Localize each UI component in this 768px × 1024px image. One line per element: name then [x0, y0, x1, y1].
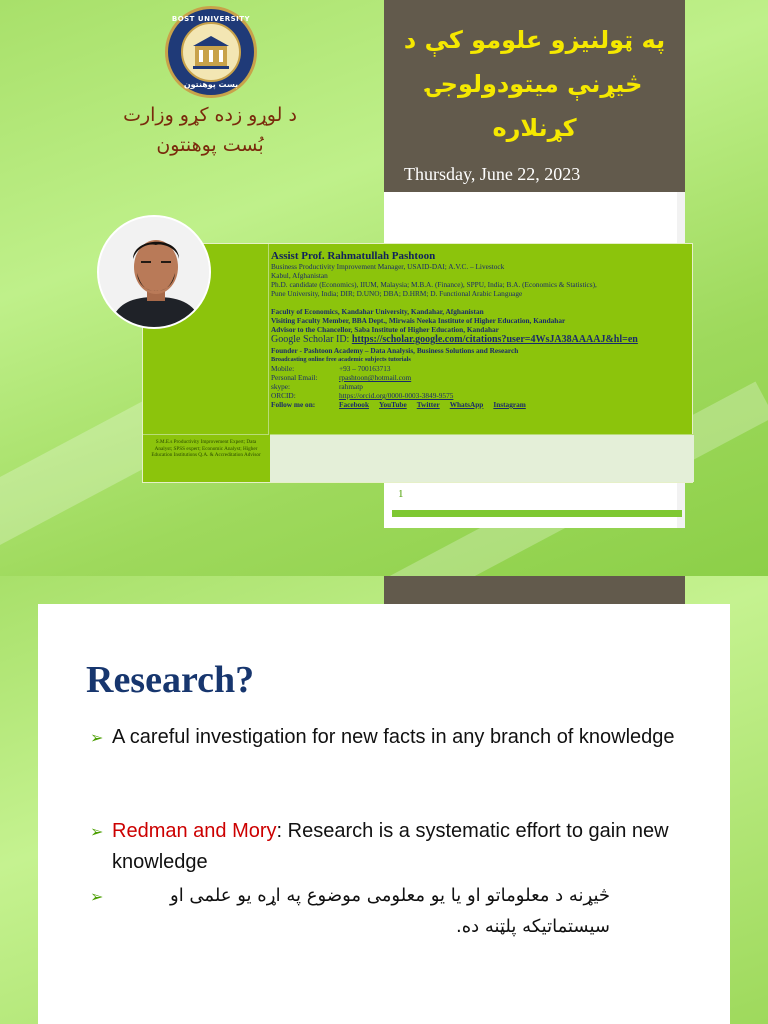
arrow-bullet-icon: ➢ — [90, 887, 104, 906]
slide-2 — [0, 576, 768, 1024]
university-logo — [165, 6, 257, 98]
contact-value: +93 – 700163713 — [339, 364, 391, 373]
scholar-row — [271, 334, 689, 346]
bullet-item — [90, 880, 690, 942]
logo-bottom-text: بست پوهنتون — [183, 80, 239, 89]
contact-skype — [271, 382, 689, 391]
bullet-item — [90, 722, 690, 753]
title-box — [384, 0, 685, 192]
instagram-link[interactable]: Instagram — [493, 400, 526, 409]
contact-mobile — [271, 364, 689, 373]
title-line: کړنلاره — [492, 114, 577, 142]
title-line: څیړنې میتودولوجۍ — [426, 70, 643, 98]
contact-key: Mobile: — [271, 364, 295, 373]
accent-bar — [392, 510, 682, 517]
follow-row — [271, 400, 689, 409]
presentation-title — [394, 18, 675, 150]
youtube-link[interactable]: YouTube — [379, 400, 407, 409]
facebook-link[interactable]: Facebook — [339, 400, 369, 409]
profile-line: Pune University, India; DIR; D.UNO; DBA; D.HRM; D. Functional Arabic Language — [271, 289, 523, 298]
logo-emblem — [181, 22, 241, 82]
contact-key: ORCID: — [271, 391, 296, 400]
scholar-label: Google Scholar ID: — [271, 334, 352, 345]
profile-name: Assist Prof. Rahmatullah Pashtoon — [271, 250, 436, 262]
definition-text: : Research is a systematic effort to gain new knowledge — [112, 820, 669, 873]
profile-card — [142, 243, 693, 483]
card-footer-cell — [270, 434, 694, 482]
bullet-item — [90, 816, 690, 878]
profile-line: Kabul, Afghanistan — [271, 271, 328, 280]
ministry-title — [110, 100, 310, 160]
profile-line: Business Productivity Improvement Manager, USAID-DAI; A.V.C. – Livestock — [271, 262, 505, 271]
contact-value: rahmatp — [339, 382, 363, 391]
arrow-bullet-icon: ➢ — [90, 730, 104, 747]
person-icon — [99, 217, 211, 329]
affiliation-line: Advisor to the Chancellor, Saba Institute of Higher Education, Kandahar — [271, 325, 499, 334]
contact-key: Personal Email: — [271, 373, 318, 382]
expertise-caption: S.M.E.s Productivity Improvement Expert; Data Analyst; SPSS expert; Economic Analyst; Higher Education Institutions Q.A. & Accreditation Advisor — [143, 434, 269, 482]
twitter-link[interactable]: Twitter — [416, 400, 440, 409]
content-panel — [38, 604, 730, 1024]
bullet-text: A careful investigation for new facts in any branch of knowledge — [112, 726, 675, 748]
contact-orcid — [271, 391, 689, 400]
slide-heading: Research? — [86, 659, 255, 701]
orcid-link[interactable]: https://orcid.org/0000-0003-3849-9575 — [339, 391, 454, 400]
author-names: Redman and Mory — [112, 820, 277, 842]
whatsapp-link[interactable]: WhatsApp — [449, 400, 484, 409]
affiliation-line: Visiting Faculty Member, BBA Dept., Mirwais Neeka Institute of Higher Education, Kandahar — [271, 316, 566, 325]
founder-line: Founder - Pashtoon Academy – Data Analysis, Business Solutions and Research — [271, 346, 519, 355]
profile-details — [271, 250, 689, 409]
scholar-link[interactable]: https://scholar.google.com/citations?user=4WsJA38AAAAJ&hl=en — [351, 334, 638, 345]
bullet-text: څیړنه د معلوماتو او یا یو معلومی موضوع په اړه یو علمی او سیستماتیکه پلټنه ده. — [170, 885, 610, 937]
ministry-line: د لوړو زده کړو وزارت — [123, 104, 297, 126]
bullet-text — [112, 816, 690, 878]
university-line: بُست پوهنتون — [156, 134, 264, 156]
profile-photo — [97, 215, 211, 329]
follow-label: Follow me on: — [271, 400, 316, 409]
profile-line: Ph.D. candidate (Economics), IIUM, Malaysia; M.B.A. (Finance), SPPU, India; B.A. (Economics & Statistics), — [271, 280, 597, 289]
email-link[interactable]: rpashtoon@hotmail.com — [339, 373, 412, 382]
broadcast-line: Broadcasting online free academic subjects tutorials — [271, 356, 411, 363]
logo-top-text: BOST UNIVERSITY — [171, 15, 251, 23]
contact-key: skype: — [271, 382, 291, 391]
arrow-bullet-icon: ➢ — [90, 824, 104, 841]
slide-number: 1 — [398, 488, 404, 500]
title-line: په ټولنیزو علومو کې د — [403, 26, 666, 54]
affiliation-line: Faculty of Economics, Kandahar University, Kandahar, Afghanistan — [271, 307, 484, 316]
contact-email — [271, 373, 689, 382]
building-icon — [189, 32, 233, 72]
title-date: Thursday, June 22, 2023 — [404, 164, 581, 184]
